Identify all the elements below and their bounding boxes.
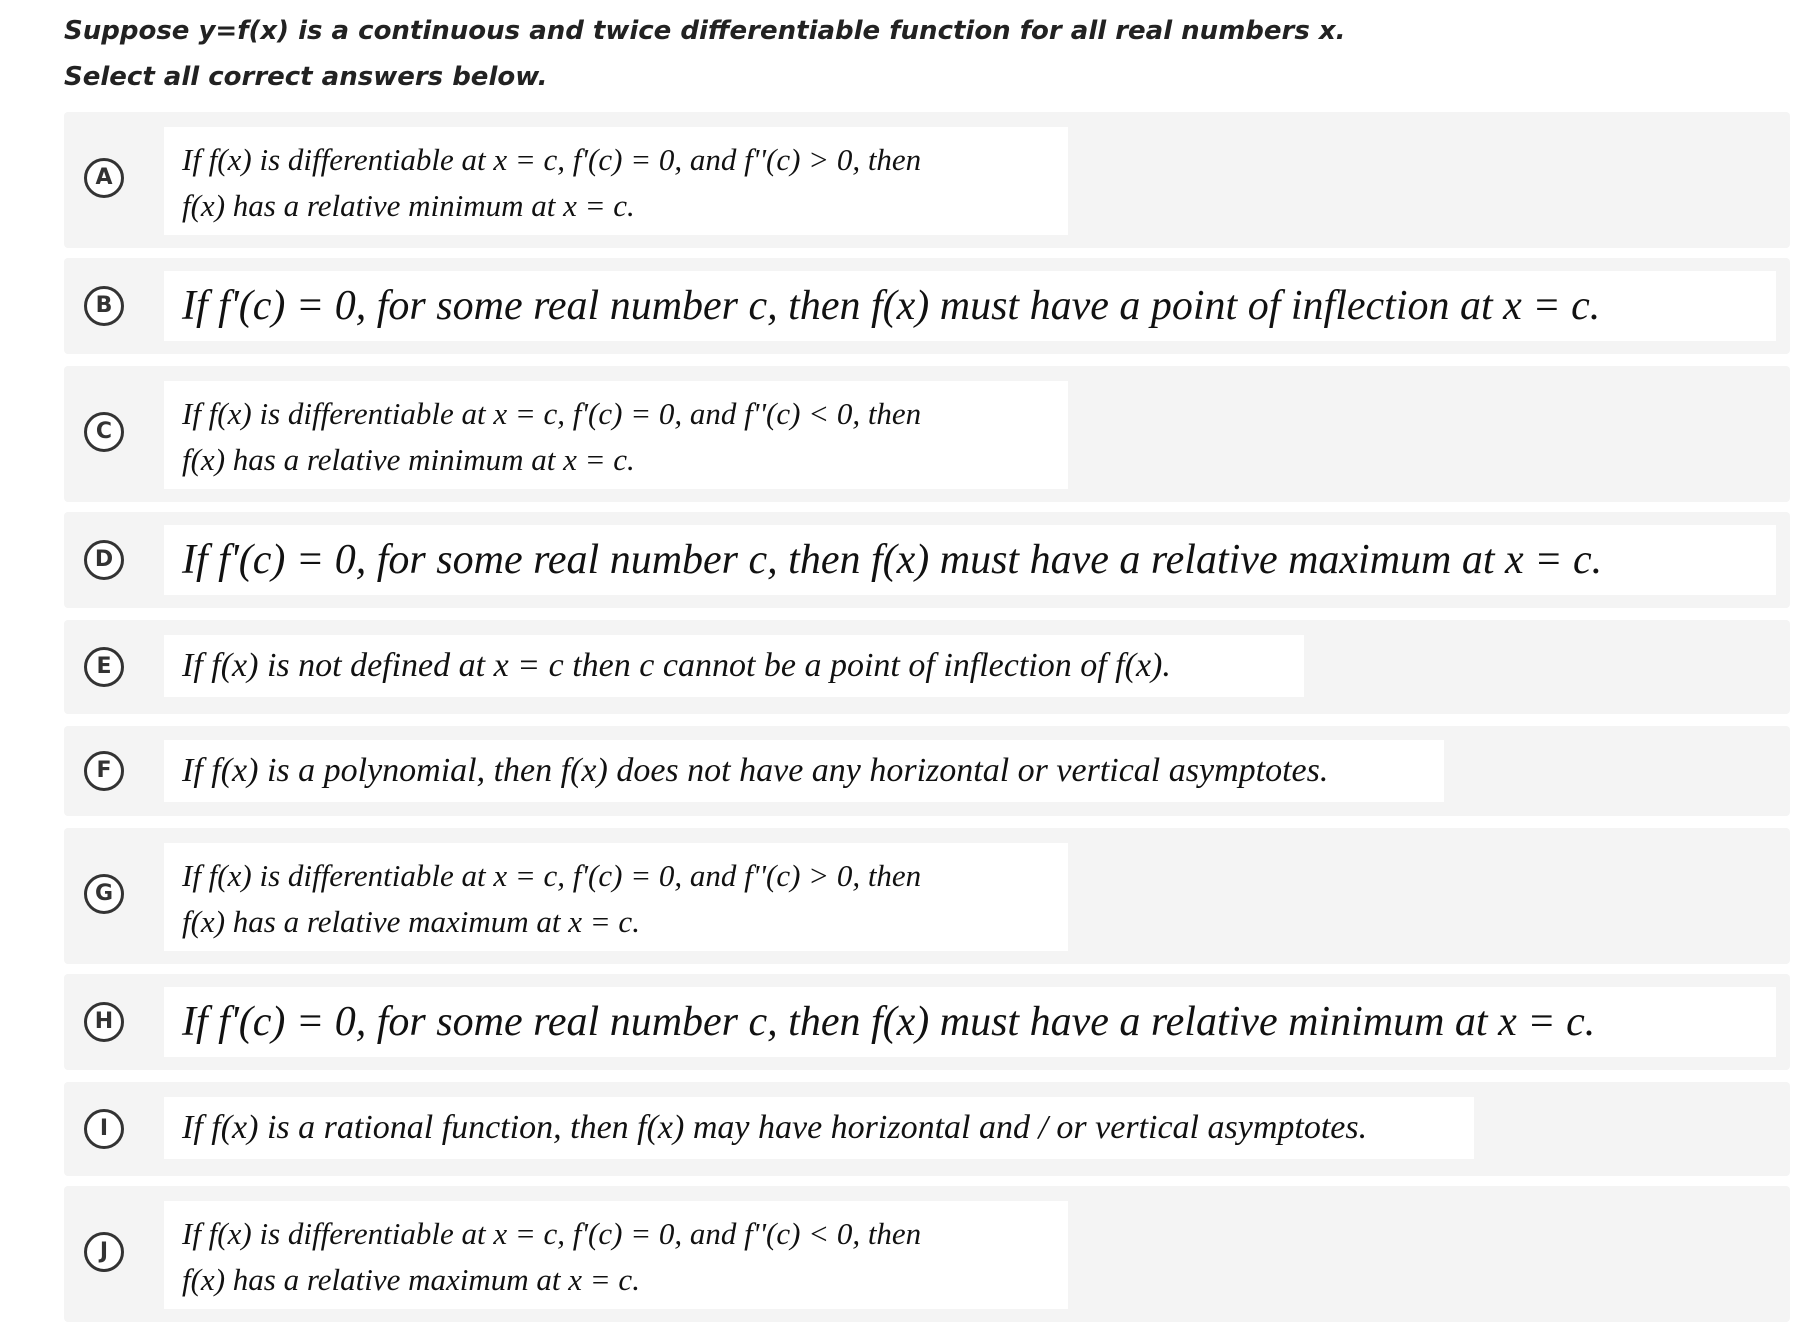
statement-line: If f(x) is differentiable at x = c, f'(c) = 0, and f''(c) > 0, then — [182, 142, 922, 177]
option-letter-badge: A — [84, 158, 124, 198]
question-prompt — [64, 8, 1764, 100]
statement-line: If f(x) is differentiable at x = c, f'(c) = 0, and f''(c) > 0, then — [182, 858, 922, 893]
answer-option-b[interactable] — [64, 258, 1790, 354]
option-statement — [164, 1201, 1068, 1309]
option-letter-badge: E — [84, 647, 124, 687]
statement-line: If f(x) is a rational function, then f(x) may have horizontal and / or vertical asymptotes. — [182, 1109, 1368, 1146]
answer-option-f[interactable] — [64, 726, 1790, 816]
option-letter-badge: D — [84, 540, 124, 580]
option-statement — [164, 740, 1444, 802]
option-statement — [164, 635, 1304, 697]
statement-line: f(x) has a relative minimum at x = c. — [182, 188, 635, 223]
answer-option-c[interactable] — [64, 366, 1790, 502]
statement-line: f(x) has a relative minimum at x = c. — [182, 442, 635, 477]
statement-line: f(x) has a relative maximum at x = c. — [182, 904, 640, 939]
option-statement — [164, 271, 1776, 341]
option-statement — [164, 843, 1068, 951]
option-statement — [164, 1097, 1474, 1159]
option-statement — [164, 525, 1776, 595]
option-statement — [164, 987, 1776, 1057]
statement-line: If f'(c) = 0, for some real number c, then f(x) must have a relative minimum at x = c. — [182, 999, 1596, 1045]
statement-line: If f(x) is a polynomial, then f(x) does not have any horizontal or vertical asymptotes. — [182, 752, 1329, 789]
statement-line: If f'(c) = 0, for some real number c, then f(x) must have a relative maximum at x = c. — [182, 537, 1603, 583]
option-letter-badge: F — [84, 751, 124, 791]
statement-line: f(x) has a relative maximum at x = c. — [182, 1262, 640, 1297]
statement-line: If f(x) is not defined at x = c then c cannot be a point of inflection of f(x). — [182, 647, 1171, 684]
statement-line: If f(x) is differentiable at x = c, f'(c) = 0, and f''(c) < 0, then — [182, 396, 922, 431]
question-instruction: Select all correct answers below. — [64, 62, 548, 92]
option-statement — [164, 381, 1068, 489]
option-letter-badge: H — [84, 1002, 124, 1042]
question-text: Suppose y=f(x) is a continuous and twice differentiable function for all real numbers x. — [64, 16, 1346, 46]
statement-line: If f(x) is differentiable at x = c, f'(c) = 0, and f''(c) < 0, then — [182, 1216, 922, 1251]
option-letter-badge: J — [84, 1232, 124, 1272]
answer-option-a[interactable] — [64, 112, 1790, 248]
answer-option-i[interactable] — [64, 1082, 1790, 1176]
answer-option-e[interactable] — [64, 620, 1790, 714]
answer-option-j[interactable] — [64, 1186, 1790, 1322]
option-letter-badge: I — [84, 1109, 124, 1149]
option-letter-badge: G — [84, 874, 124, 914]
answer-option-h[interactable] — [64, 974, 1790, 1070]
answer-option-d[interactable] — [64, 512, 1790, 608]
option-statement — [164, 127, 1068, 235]
statement-line: If f'(c) = 0, for some real number c, then f(x) must have a point of inflection at x = c. — [182, 283, 1601, 329]
answer-option-g[interactable] — [64, 828, 1790, 964]
option-letter-badge: C — [84, 412, 124, 452]
option-letter-badge: B — [84, 286, 124, 326]
